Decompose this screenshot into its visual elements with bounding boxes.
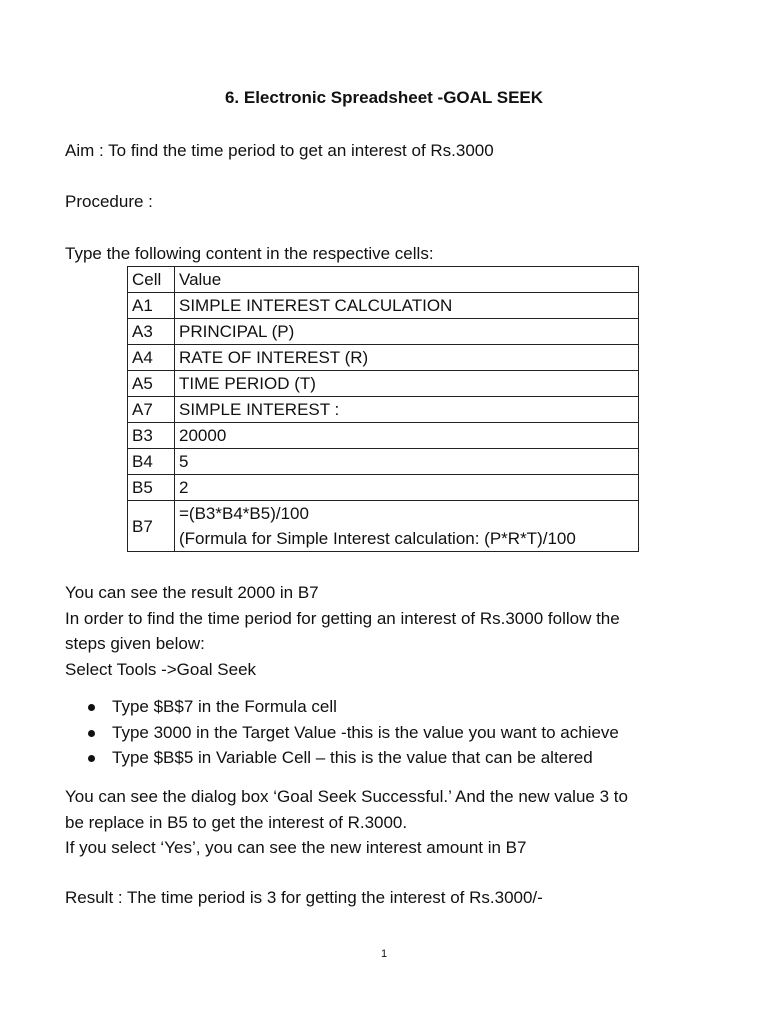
table-cell-ref: B5 [128, 475, 175, 501]
table-cell-formula [175, 501, 639, 552]
table-cell-value: 2 [175, 475, 639, 501]
bullet-icon [88, 730, 95, 737]
table-cell-ref: B3 [128, 423, 175, 449]
list-item [65, 720, 619, 746]
table-row [128, 345, 639, 371]
table-cell-value: 20000 [175, 423, 639, 449]
table-row [128, 423, 639, 449]
table-row [128, 371, 639, 397]
result-text: Result : The time period is 3 for getting the interest of Rs.3000/- [65, 888, 543, 907]
table-cell-value: 5 [175, 449, 639, 475]
result-explanation [65, 580, 725, 682]
step-text: Type 3000 in the Target Value -this is the value you want to achieve [112, 722, 619, 742]
table-header-cell: Cell [128, 267, 175, 293]
list-item [65, 745, 619, 771]
table-row [128, 475, 639, 501]
table-cell-value: PRINCIPAL (P) [175, 319, 639, 345]
table-cell-ref: B4 [128, 449, 175, 475]
cell-value-table [127, 266, 639, 552]
paragraph-line: steps given below: [65, 634, 205, 653]
goal-seek-steps [65, 694, 619, 771]
dialog-explanation [65, 784, 725, 861]
formula-note: (Formula for Simple Interest calculation: (P*R*T)/100 [179, 529, 576, 548]
table-row [128, 293, 639, 319]
table-cell-value: RATE OF INTEREST (R) [175, 345, 639, 371]
table-cell-value: SIMPLE INTEREST CALCULATION [175, 293, 639, 319]
page-number: 1 [380, 948, 388, 960]
table-cell-ref: A3 [128, 319, 175, 345]
table-cell-ref: A5 [128, 371, 175, 397]
paragraph-line: You can see the dialog box ‘Goal Seek Successful.’ And the new value 3 to [65, 787, 628, 806]
paragraph-line: You can see the result 2000 in B7 [65, 583, 319, 602]
table-row [128, 397, 639, 423]
table-cell-ref: A4 [128, 345, 175, 371]
bullet-icon [88, 704, 95, 711]
table-cell-ref: A1 [128, 293, 175, 319]
document-title: 6. Electronic Spreadsheet -GOAL SEEK [224, 88, 544, 107]
formula-text: =(B3*B4*B5)/100 [179, 504, 309, 523]
table-cell-ref: B7 [128, 501, 175, 552]
paragraph-line: Select Tools ->Goal Seek [65, 659, 257, 679]
paragraph-line: In order to find the time period for getting an interest of Rs.3000 follow the [65, 608, 620, 628]
table-row [128, 319, 639, 345]
table-row [128, 449, 639, 475]
table-row-formula [128, 501, 639, 552]
step-text: Type $B$7 in the Formula cell [112, 697, 337, 716]
table-header-value: Value [175, 267, 639, 293]
table-cell-value: TIME PERIOD (T) [175, 371, 639, 397]
table-header-row [128, 267, 639, 293]
list-item [65, 694, 619, 720]
paragraph-line: If you select ‘Yes’, you can see the new interest amount in B7 [65, 838, 527, 857]
table-cell-ref: A7 [128, 397, 175, 423]
step-text: Type $B$5 in Variable Cell – this is the value that can be altered [112, 748, 593, 767]
procedure-label: Procedure : [65, 192, 153, 211]
table-cell-value: SIMPLE INTEREST : [175, 397, 639, 423]
paragraph-line: be replace in B5 to get the interest of R.3000. [65, 812, 408, 832]
instruction-text: Type the following content in the respective cells: [65, 244, 434, 263]
aim-text: Aim : To find the time period to get an interest of Rs.3000 [65, 141, 494, 160]
bullet-icon [88, 755, 95, 762]
